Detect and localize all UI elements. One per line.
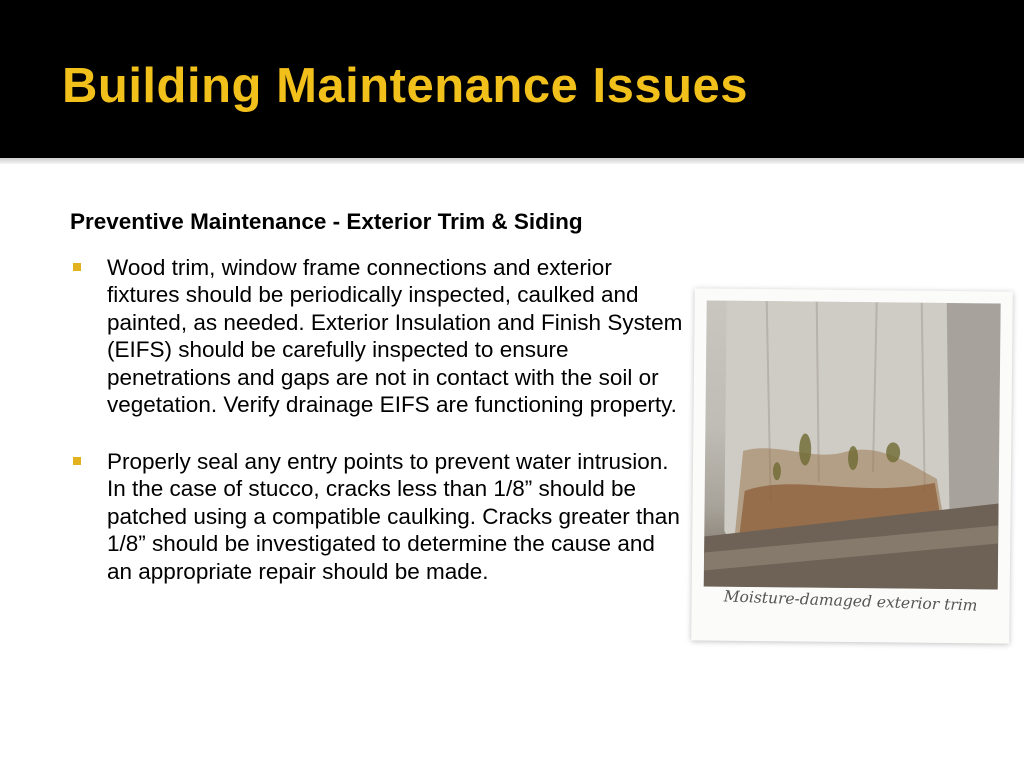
bullet-item: [70, 254, 686, 419]
square-bullet-icon: [73, 263, 81, 271]
photo-illustration: [704, 300, 1001, 589]
square-bullet-icon: [73, 457, 81, 465]
moisture-damage-photo: [704, 300, 1001, 589]
bullet-text: Properly seal any entry points to prevent water intrusion. In the case of stucco, cracks less than 1/8” should be patched using a compatible caulking. Cracks greater than 1/8” should be investigated to determine the cause and an appropriate repair should be made.: [107, 448, 680, 584]
section-heading: Preventive Maintenance - Exterior Trim & Siding: [70, 209, 583, 234]
title-divider: [0, 158, 1024, 164]
photo-card: [691, 288, 1013, 643]
bullet-item: [70, 448, 686, 586]
slide-title: Building Maintenance Issues: [62, 59, 749, 113]
bullet-text: Wood trim, window frame connections and exterior fixtures should be periodically inspected, caulked and painted, as needed. Exterior Insulation and Finish System (EIFS) should be carefully inspected to ensure penetrations and gaps are not in contact with the soil or vegetation. Verify drainage EIFS are functioning property.: [107, 254, 683, 417]
photo-caption: Moisture-damaged exterior trim: [723, 587, 978, 615]
bullet-list: [70, 254, 686, 586]
slide-body: [70, 208, 686, 614]
